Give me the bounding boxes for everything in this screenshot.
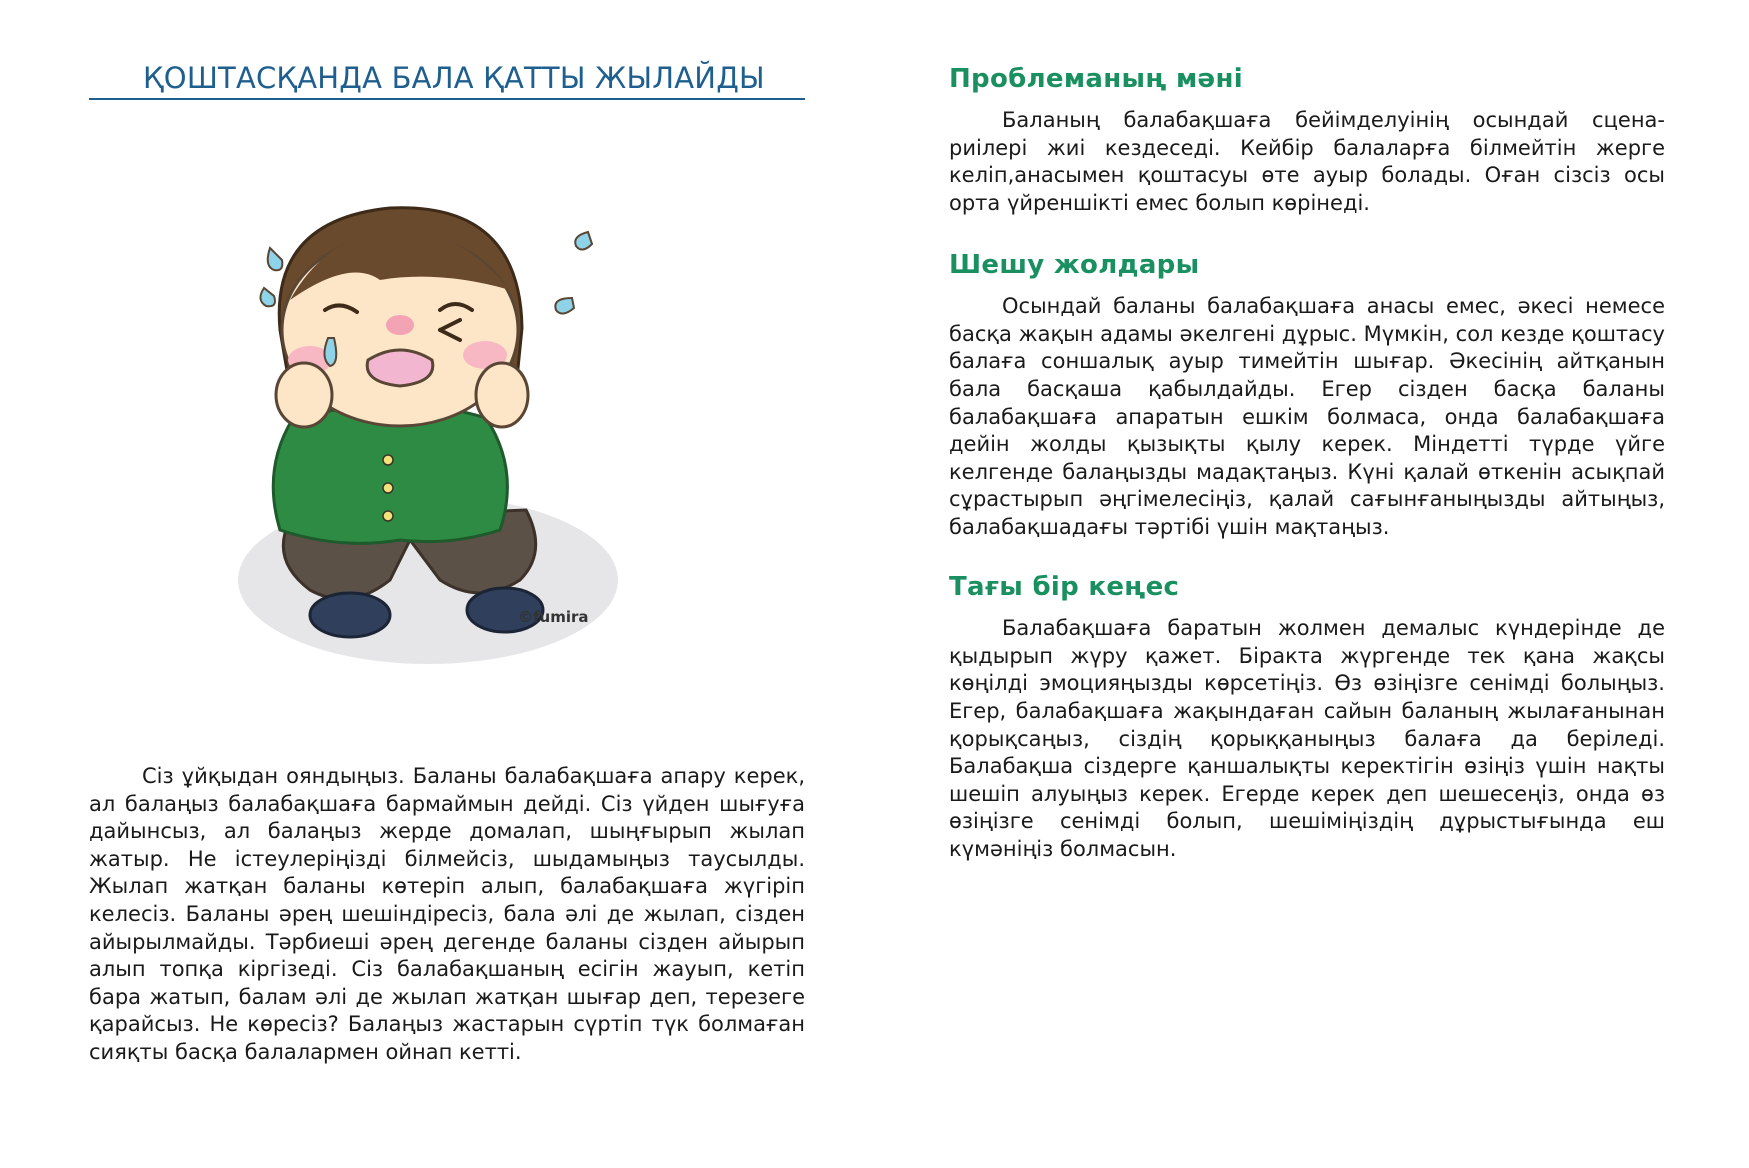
section-text: Балабақшаға баратын жолмен демалыс күндерінде де қыдырып жүру қажет. Біракта жүргенде тек қана жақсы көңілді эмоцияңызды көрсетіңіз. Өз өзіңізге сенімді болыңыз. Егер, балабақшаға жақындаған сайын баланың жылағанынан қорықсаңыз, сіздің қорыққаныңыз балаға да беріледі. Балабақша сіздерге қаншалықты керектігін өзіңіз үшін нақты шешіп алуыңыз керек. Егерде керек деп шешесеңіз, онда өз өзіңізге сенімді болып, шешіміңіздің дұрыстығында еш күмәніңіз болмасын. bbox=[949, 616, 1665, 861]
section-heading: Проблеманың мәні bbox=[949, 64, 1243, 94]
section-problem bbox=[949, 64, 1665, 218]
illustration-credit: ©fumira bbox=[518, 608, 589, 626]
section-text: Осындай баланы балабақшаға анасы емес, әкесі немесе басқа жақын адамы әкелгені дұрыс. Мүмкін, сол кезде қоштасу балаға соншалық ауыр тимейтін шығар. Әкесінің айтқанын бала басқаша қабылдайды. Егер сізден басқа баланы балабақшаға апаратын ешкім болмаса, онда балабақшаға дейін жолды қызықты қылу керек. Міндетті түрде үйге келгенде балаңызды мадақтаңыз. Күні қалай өткенін асықпай сұрастырып әңгімелесіңіз, қалай сағынғаныңызды айтыңыз, балабақшадағы тәртібі үшін мақтаңыз. bbox=[949, 294, 1665, 539]
left-column bbox=[89, 60, 805, 100]
intro-paragraph: Сіз ұйқыдан ояндыңыз. Баланы балабақшаға апару керек, ал балаңыз балабақшаға бармаймын дейді. Сіз үйден шығуға дайынсыз, ал балаңыз жерде домалап, шыңғырып жылап жатыр. Не істеулеріңізді білмейсіз, шыдамыңыз таусылды. Жылап жатқан баланы көтеріп алып, балабақшаға жүгіріп келесіз. Баланы әрең шешіндіресіз, бала әлі де жылап, сізден айырылмайды. Тәрбиеші әрең дегенде баланы сізден айырып алып топқа кіргізеді. Сіз балабақшаның есігін жауып, кетіп бара жатып, балам әлі де жылап жатқан шығар деп, терезеге қарайсыз. Не көресіз? Балаңыз жастарын сүртіп түк болмаған сияқты басқа балалармен ойнап кетті. bbox=[89, 764, 805, 1064]
section-another-tip bbox=[949, 572, 1665, 864]
section-text: Баланың балабақшаға бейімделуінің осындай сценариілері жиі кездеседі. Кейбір балаларға білмейтін жерге келіп,анасымен қоштасуы өте ауыр болады. Оған сізсіз осы орта үйреншікті емес болып көрінеді. bbox=[949, 108, 1665, 215]
section-heading: Тағы бір кеңес bbox=[949, 572, 1180, 602]
left-body-text bbox=[89, 763, 805, 1067]
crying-child-illustration bbox=[200, 190, 650, 680]
section-heading: Шешу жолдары bbox=[949, 250, 1200, 280]
section-solutions bbox=[949, 250, 1665, 542]
page-title: ҚОШТАСҚАНДА БАЛА ҚАТТЫ ЖЫЛАЙДЫ bbox=[89, 60, 805, 100]
